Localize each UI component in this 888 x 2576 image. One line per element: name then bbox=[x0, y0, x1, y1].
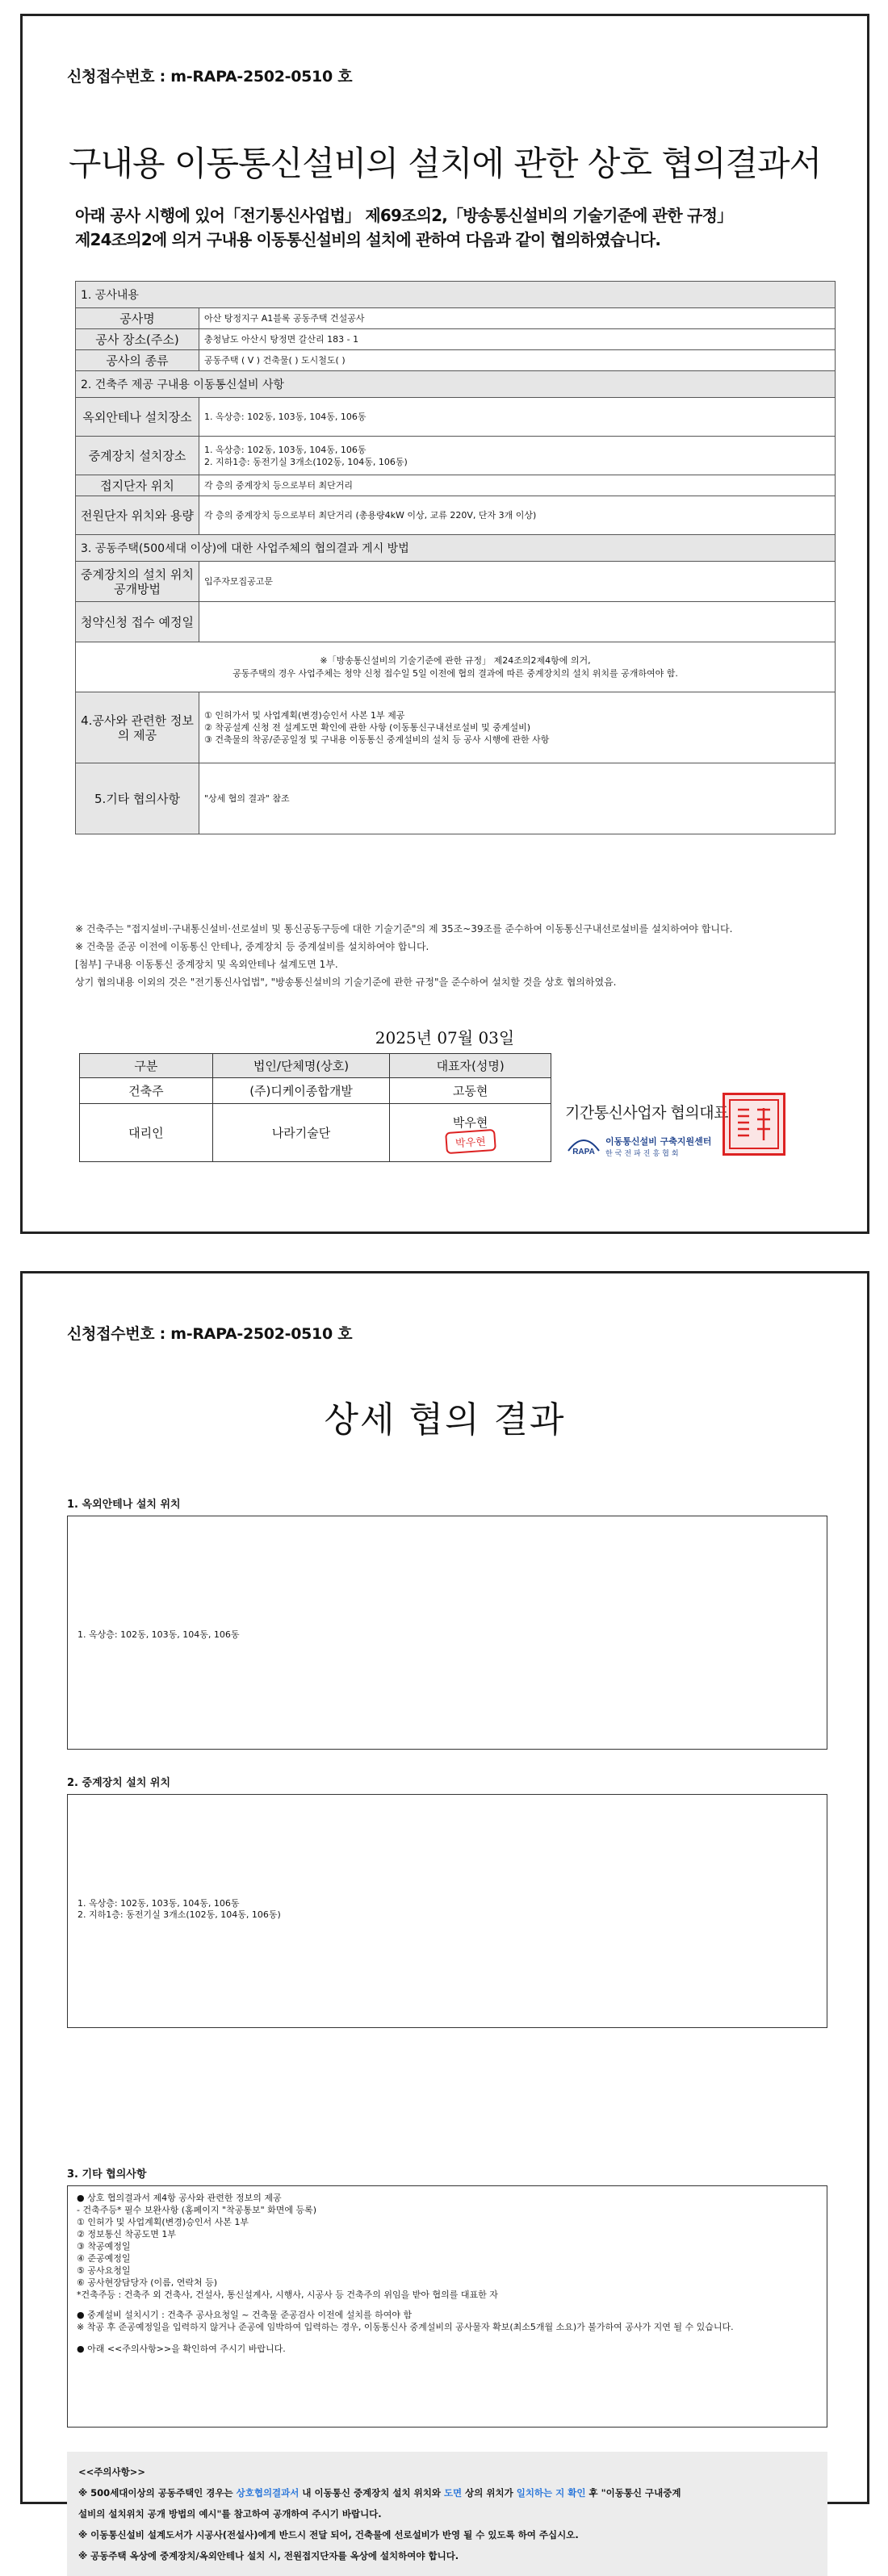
other-notes-box bbox=[67, 2185, 827, 2306]
row-value: 아산 탕정지구 A1블록 공동주택 건설공사 bbox=[199, 308, 836, 329]
section-title: 1. 옥외안테나 설치 위치 bbox=[67, 1499, 181, 1511]
row-label: 전원단자 위치와 용량 bbox=[76, 496, 199, 535]
footnote: ※ 건축주는 "접지설비·구내통신설비·선로설비 및 통신공동구등에 대한 기술기준"의 제 35조~39조를 준수하여 이동통신구내선로설비를 설치하여야 합니다. bbox=[75, 923, 733, 935]
issuer-block bbox=[565, 1101, 807, 1173]
note-line: ● 중계설비 설치시기 : 건축주 공사요청일 ~ 건축물 준공검사 이전에 설치를 하여야 함 bbox=[77, 2310, 413, 2320]
timing-notes bbox=[77, 2309, 819, 2355]
rapa-subtitle: 한국전파진흥협회 bbox=[605, 1150, 681, 1158]
row-value bbox=[199, 602, 836, 642]
row-value: 공동주택 ( V ) 건축물( ) 도시철도( ) bbox=[199, 350, 836, 371]
caution-text: 상의 위치가 bbox=[462, 2487, 517, 2499]
column-header: 대표자(성명) bbox=[390, 1054, 551, 1078]
info-item: ② 착공설계 신청 전 설계도면 확인에 관한 사항 (이동통신구내선로설비 및 중계설비) bbox=[204, 722, 531, 733]
info-item: ③ 건축물의 착공/준공일정 및 구내용 이동통신 중계설비의 설치 등 공사 시행에 관한 사항 bbox=[204, 734, 550, 745]
note-line: ⑥ 공사현장담당자 (이름, 연락처 등) bbox=[77, 2277, 218, 2288]
signer-rep: 박우현 bbox=[452, 1114, 488, 1130]
antenna-location-box bbox=[67, 1516, 827, 1750]
signer-role: 대리인 bbox=[80, 1104, 213, 1162]
signer-corp: (주)디케이종합개발 bbox=[212, 1078, 390, 1104]
row-value bbox=[199, 398, 836, 437]
signer-corp: 나라기술단 bbox=[212, 1104, 390, 1162]
caution-title: <<주의사항>> bbox=[78, 2466, 145, 2478]
row-value bbox=[199, 437, 836, 475]
location-text: 1. 옥상층: 102동, 103동, 104동, 106동 bbox=[77, 1629, 240, 1640]
notice-line: ※「방송통신설비의 기술기준에 관한 규정」 제24조의2제4항에 의거, bbox=[320, 654, 591, 666]
row-value: 각 층의 중계장치 등으로부터 최단거리 bbox=[199, 475, 836, 496]
row-label: 옥외안테나 설치장소 bbox=[76, 398, 199, 437]
caution-highlight: 도면 bbox=[443, 2487, 463, 2499]
location-line: 1. 옥상층: 102동, 103동, 104동, 106동 bbox=[77, 1898, 240, 1909]
section-header: 3. 공동주택(500세대 이상)에 대한 사업주체의 협의결과 게시 방법 bbox=[76, 535, 836, 562]
footnote: [첨부] 구내용 이동통신 중계장치 및 옥외안테나 설계도면 1부. bbox=[75, 959, 338, 970]
intro-text bbox=[75, 203, 826, 252]
footnote: ※ 건축물 준공 이전에 이동통신 안테나, 중계장치 등 중계설비를 설치하여야 합니다. bbox=[75, 941, 429, 952]
row-label: 4.공사와 관련한 정보의 제공 bbox=[76, 692, 199, 763]
caution-item: ※ 공동주택 옥상에 중계장치/옥외안테나 설치 시, 전원접지단자를 옥상에 설치하여야 합니다. bbox=[78, 2550, 459, 2561]
footnote: 상기 협의내용 이외의 것은 "전기통신사업법", "방송통신설비의 기술기준에 관한 규정"을 준수하여 설치할 것을 상호 협의하였음. bbox=[75, 976, 617, 988]
caution-item: 설비의 설치위치 공개 방법의 예시"를 참고하여 공개하여 주시기 바랍니다. bbox=[78, 2508, 382, 2520]
row-value: 각 층의 중계장치 등으로부터 최단거리 (총용량4kW 이상, 교류 220V, 단자 3개 이상) bbox=[199, 496, 836, 535]
location-text bbox=[77, 1898, 281, 1921]
caution-item: ※ 이동통신설비 설계도서가 시공사(전설사)에게 반드시 전달 되어, 건축물에 선로설비가 반영 될 수 있도록 하여 주십시오. bbox=[78, 2529, 579, 2540]
rapa-logo-icon bbox=[565, 1135, 602, 1156]
row-label: 중계장치의 설치 위치 공개방법 bbox=[76, 562, 199, 602]
agreement-date: 2025년 07월 03일 bbox=[375, 1028, 515, 1048]
registration-number: 신청접수번호 : m-RAPA-2502-0510 호 bbox=[67, 1325, 353, 1343]
svg-text:RAPA: RAPA bbox=[572, 1148, 595, 1156]
row-value: 입주자모집공고문 bbox=[199, 562, 836, 602]
row-value: "상세 협의 결과" 참조 bbox=[199, 763, 836, 834]
repeater-location-box bbox=[67, 1794, 827, 2028]
row-label: 5.기타 협의사항 bbox=[76, 763, 199, 834]
value-line: 2. 지하1층: 동전기실 3개소(102동, 104동, 106동) bbox=[204, 456, 408, 467]
row-label: 공사의 종류 bbox=[76, 350, 199, 371]
page-title: 상세 협의 결과 bbox=[324, 1399, 566, 1441]
note-line: ● 상호 협의결과서 제4항 공사와 관련한 정보의 제공 bbox=[77, 2193, 282, 2203]
signer-role: 건축주 bbox=[80, 1078, 213, 1104]
caution-item bbox=[78, 2482, 816, 2503]
note-line: - 건축주등* 필수 보완사항 (홈페이지 "착공통보" 화면에 등록) bbox=[77, 2205, 317, 2215]
info-item: ① 인허가서 및 사업계획(변경)승인서 사본 1부 제공 bbox=[204, 710, 405, 721]
notice-line: 공동주택의 경우 사업주체는 청약 신청 접수일 5일 이전에 협의 결과에 따른 중계장치의 설치 위치를 공개하여야 함. bbox=[232, 667, 678, 679]
agreement-page bbox=[20, 14, 869, 1234]
row-value bbox=[199, 692, 836, 763]
caution-highlight: 일치하는 지 확인 bbox=[516, 2487, 586, 2499]
note-line: ② 정보통신 착공도면 1부 bbox=[77, 2229, 176, 2239]
row-label: 공사 장소(주소) bbox=[76, 329, 199, 350]
intro-line: 제24조의2에 의거 구내용 이동통신설비의 설치에 관하여 다음과 같이 협의하였습니다. bbox=[75, 230, 661, 249]
note-line: ● 아래 <<주의사항>>을 확인하여 주시기 바랍니다. bbox=[77, 2344, 286, 2354]
signature-table bbox=[79, 1053, 551, 1162]
official-seal-icon bbox=[723, 1093, 785, 1156]
signer-rep-cell bbox=[390, 1104, 551, 1162]
registration-number: 신청접수번호 : m-RAPA-2502-0510 호 bbox=[67, 68, 353, 86]
rapa-name: 이동통신설비 구축지원센터 bbox=[605, 1136, 712, 1147]
section-header: 2. 건축주 제공 구내용 이동통신설비 사항 bbox=[76, 371, 836, 398]
note-line: ① 인허가 및 사업계획(변경)승인서 사본 1부 bbox=[77, 2217, 249, 2227]
section-title: 3. 기타 협의사항 bbox=[67, 2168, 147, 2181]
row-label: 청약신청 접수 예정일 bbox=[76, 602, 199, 642]
section-title: 2. 중계장치 설치 위치 bbox=[67, 1777, 171, 1789]
column-header: 법인/단체명(상호) bbox=[212, 1054, 390, 1078]
row-label: 중계장치 설치장소 bbox=[76, 437, 199, 475]
issuer-title: 기간통신사업자 협의대표 bbox=[565, 1104, 728, 1122]
footnotes bbox=[75, 920, 842, 991]
notice-cell bbox=[76, 642, 836, 692]
row-value: 충청남도 아산시 탕정면 갈산리 183 - 1 bbox=[199, 329, 836, 350]
note-line: *건축주등 : 건축주 외 건축사, 건설사, 통신설계사, 시행사, 시공사 등 건축주의 위임을 받아 협의를 대표한 자 bbox=[77, 2290, 498, 2300]
note-line: ⑤ 공사요청일 bbox=[77, 2265, 131, 2276]
note-line: ③ 착공예정일 bbox=[77, 2241, 131, 2252]
caution-box bbox=[67, 2452, 827, 2576]
caution-text: ※ 500세대이상의 공동주택인 경우는 bbox=[78, 2487, 237, 2499]
section-header: 1. 공사내용 bbox=[76, 282, 836, 308]
detail-page bbox=[20, 1271, 869, 2561]
name-stamp: 박우현 bbox=[445, 1128, 496, 1153]
document-title: 구내용 이동통신설비의 설치에 관한 상호 협의결과서 bbox=[68, 144, 822, 183]
location-line: 2. 지하1층: 동전기실 3개소(102동, 104동, 106동) bbox=[77, 1909, 281, 1920]
caution-text: 후 "이동통신 구내중계 bbox=[585, 2487, 681, 2499]
caution-text: 내 이동통신 중계장치 설치 위치와 bbox=[299, 2487, 444, 2499]
intro-line: 아래 공사 시행에 있어「전기통신사업법」 제69조의2,「방송통신설비의 기술기준에 관한 규정」 bbox=[75, 206, 733, 225]
note-line: ※ 착공 후 준공예정일을 입력하지 않거나 준공에 임박하여 입력하는 경우, 이동통신사 중계설비의 공사물자 확보(최소5개월 소요)가 불가하여 공사가 지연 될 수 있습니다. bbox=[77, 2322, 734, 2332]
caution-highlight: 상호협의결과서 bbox=[236, 2487, 299, 2499]
value-line: 1. 옥상층: 102동, 103동, 104동, 106동 bbox=[204, 412, 367, 422]
signer-rep: 고동현 bbox=[390, 1078, 551, 1104]
row-label: 접지단자 위치 bbox=[76, 475, 199, 496]
value-line: 1. 옥상층: 102동, 103동, 104동, 106동 bbox=[204, 444, 367, 455]
agreement-table bbox=[75, 281, 836, 834]
column-header: 구분 bbox=[80, 1054, 213, 1078]
note-line: ④ 준공예정일 bbox=[77, 2253, 131, 2264]
row-label: 공사명 bbox=[76, 308, 199, 329]
